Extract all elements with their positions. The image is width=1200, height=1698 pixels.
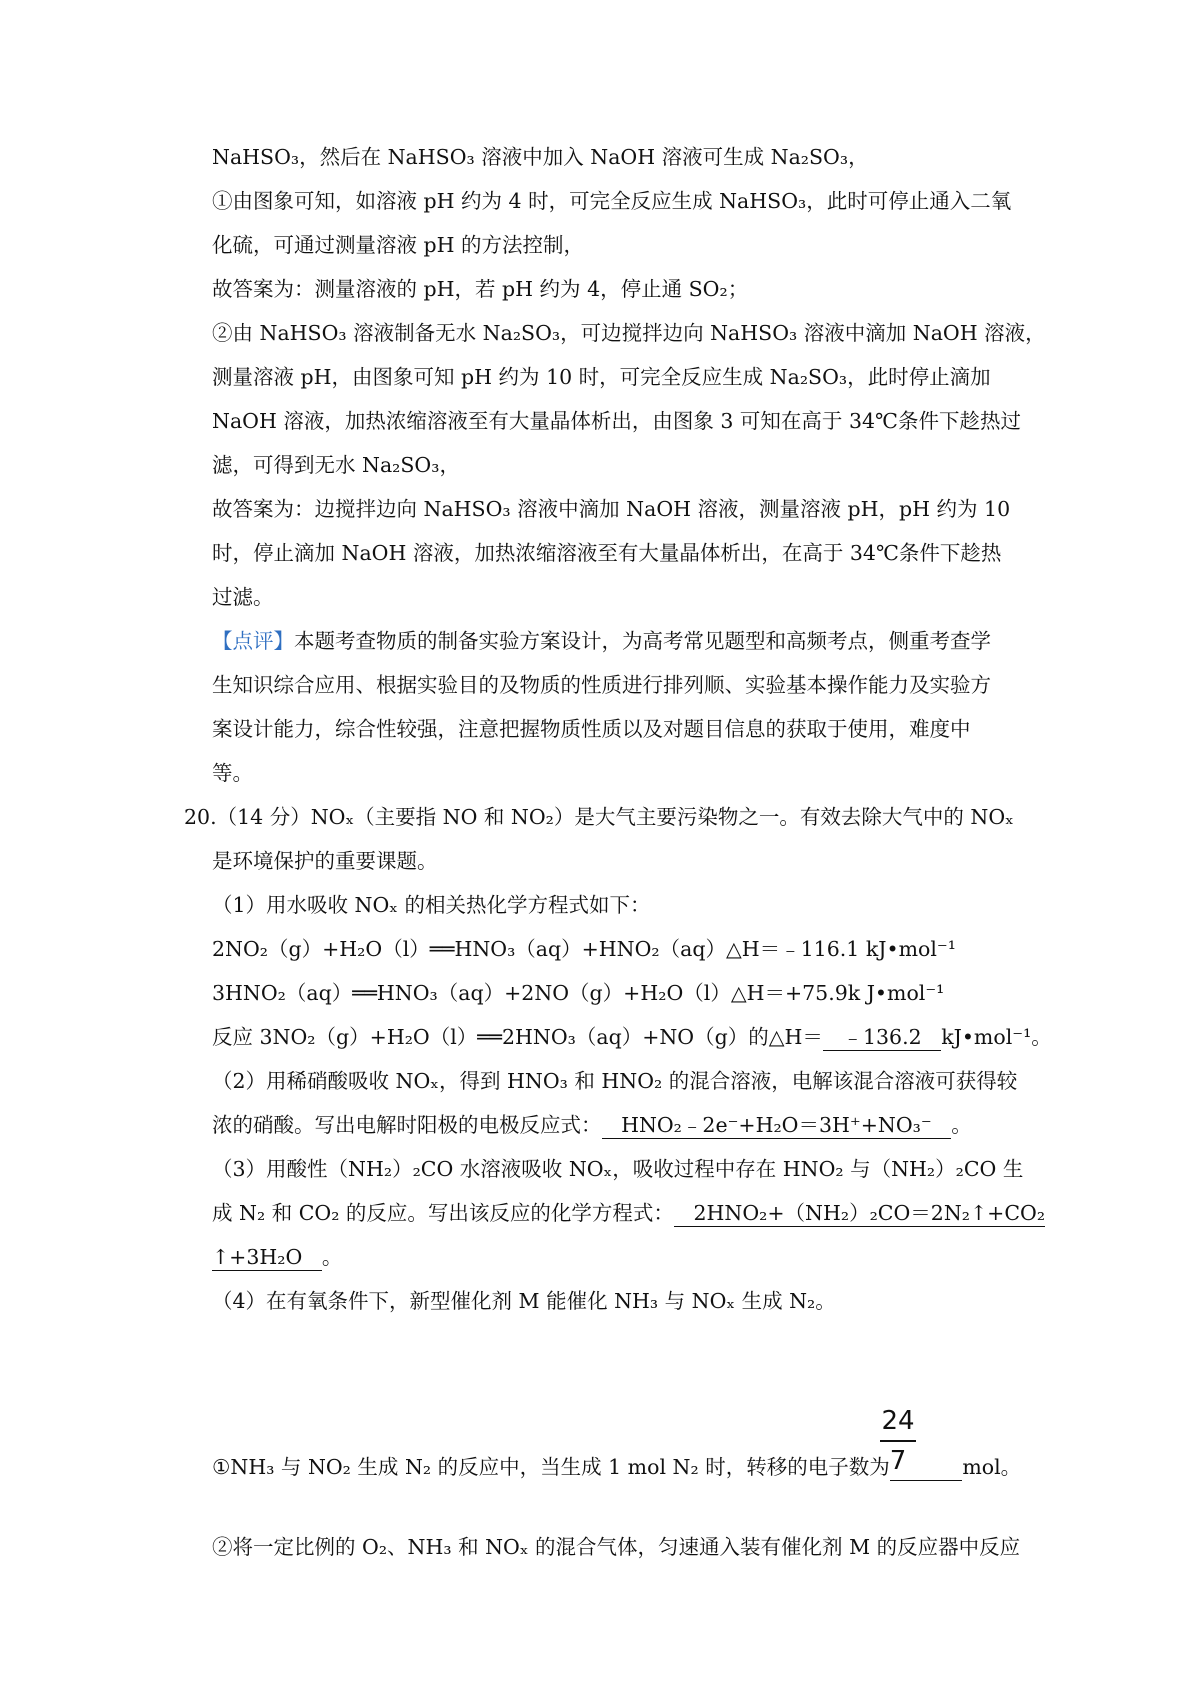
- part-3-line: （3）用酸性（NH₂）₂CO 水溶液吸收 NOₓ，吸收过程中存在 HNO₂ 与（NH₂）₂CO 生: [212, 1157, 1024, 1181]
- equation-3: [212, 1022, 1052, 1052]
- text-line: 滤，可得到无水 Na₂SO₃，: [212, 453, 460, 477]
- part-1-title: （1）用水吸收 NOₓ 的相关热化学方程式如下：: [212, 893, 651, 917]
- answer-value: ↑+3H₂O: [212, 1245, 303, 1269]
- part-4-question-2: ②将一定比例的 O₂、NH₃ 和 NOₓ 的混合气体，匀速通入装有催化剂 M 的反应器中反应: [212, 1535, 1021, 1559]
- text-line: 化硫，可通过测量溶液 pH 的方法控制，: [212, 233, 585, 257]
- part-4-q1-text: ①NH₃ 与 NO₂ 生成 N₂ 的反应中，当生成 1 mol N₂ 时，转移的电子数为: [212, 1455, 890, 1479]
- text-line: NaOH 溶液，加热浓缩溶液至有大量晶体析出，由图象 3 可知在高于 34℃条件下趁热过: [212, 409, 1021, 433]
- question-intro-text: （14 分）NOₓ（主要指 NO 和 NO₂）是大气主要污染物之一。有效去除大气中的 NOₓ: [216, 805, 1014, 829]
- equation-2: 3HNO₂（aq）══HNO₃（aq）+2NO（g）+H₂O（l）△H＝+75.9k J•mol⁻¹: [212, 981, 945, 1005]
- part-4-title: （4）在有氧条件下，新型催化剂 M 能催化 NH₃ 与 NOₓ 生成 N₂。: [212, 1289, 836, 1313]
- comment-line: 等。: [212, 761, 253, 785]
- text-line: ②由 NaHSO₃ 溶液制备无水 Na₂SO₃，可边搅拌边向 NaHSO₃ 溶液中滴加 NaOH 溶液，: [212, 321, 1046, 345]
- fraction-bar: [880, 1440, 916, 1442]
- text-line: 测量溶液 pH，由图象可知 pH 约为 10 时，可完全反应生成 Na₂SO₃，此时停止滴加: [212, 365, 991, 389]
- comment-line: 案设计能力，综合性较强，注意把握物质性质以及对题目信息的获取于使用，难度中: [212, 717, 971, 741]
- answer-blank: [674, 1201, 1045, 1227]
- comment-text: 本题考查物质的制备实验方案设计，为高考常见题型和高频考点，侧重考查学: [294, 629, 991, 653]
- text-line: 时，停止滴加 NaOH 溶液，加热浓缩溶液至有大量晶体析出，在高于 34℃条件下趁热: [212, 541, 1002, 565]
- part-2-question: [212, 1110, 972, 1140]
- text-line: 故答案为：测量溶液的 pH，若 pH 约为 4，停止通 SO₂；: [212, 277, 749, 301]
- text-line: ①由图象可知，如溶液 pH 约为 4 时，可完全反应生成 NaHSO₃，此时可停止通入二氧: [212, 189, 1012, 213]
- equation-3-text: 反应 3NO₂（g）+H₂O（l）══2HNO₃（aq）+NO（g）的△H＝: [212, 1025, 823, 1049]
- fraction-denominator: 7: [889, 1446, 907, 1476]
- equation-3-unit: kJ•mol⁻¹。: [941, 1025, 1052, 1049]
- text-line: 故答案为：边搅拌边向 NaHSO₃ 溶液中滴加 NaOH 溶液，测量溶液 pH，pH 约为 10: [212, 497, 1011, 521]
- part-2-text: 浓的硝酸。写出电解时阳极的电极反应式：: [212, 1113, 602, 1137]
- answer-blank: [212, 1245, 322, 1271]
- part-2-end: 。: [951, 1113, 972, 1137]
- text-line: 是环境保护的重要课题。: [212, 849, 438, 873]
- equation-1: 2NO₂（g）+H₂O（l）══HNO₃（aq）+HNO₂（aq）△H＝﹣116.1 kJ•mol⁻¹: [212, 937, 956, 961]
- part-3-end: 。: [321, 1245, 343, 1269]
- comment-line: 生知识综合应用、根据实验目的及物质的性质进行排列顺、实验基本操作能力及实验方: [212, 673, 991, 697]
- comment-line: [212, 626, 991, 656]
- part-3-text: 成 N₂ 和 CO₂ 的反应。写出该反应的化学方程式：: [212, 1201, 674, 1225]
- part-2-line: （2）用稀硝酸吸收 NOₓ，得到 HNO₃ 和 HNO₂ 的混合溶液，电解该混合溶液可获得较: [212, 1069, 1018, 1093]
- comment-tag: 【点评】: [212, 629, 294, 653]
- answer-value: HNO₂﹣2e⁻+H₂O＝3H⁺+NO₃⁻: [621, 1113, 932, 1137]
- question-20-intro: [184, 802, 1014, 832]
- answer-value: 2HNO₂+（NH₂）₂CO＝2N₂↑+CO₂: [693, 1201, 1046, 1225]
- fraction-answer: [878, 1406, 918, 1476]
- question-number: 20.: [184, 805, 217, 829]
- text-line: NaHSO₃，然后在 NaHSO₃ 溶液中加入 NaOH 溶液可生成 Na₂SO₃，: [212, 145, 869, 169]
- answer-value: ﹣136.2: [842, 1025, 922, 1049]
- part-3-continuation: [212, 1242, 342, 1272]
- part-4-q1-unit: mol。: [962, 1455, 1022, 1479]
- answer-blank: [823, 1025, 941, 1051]
- text-line: 过滤。: [212, 585, 274, 609]
- answer-blank: [602, 1113, 952, 1139]
- fraction-numerator: 24: [881, 1406, 915, 1436]
- part-3-question: [212, 1198, 1045, 1228]
